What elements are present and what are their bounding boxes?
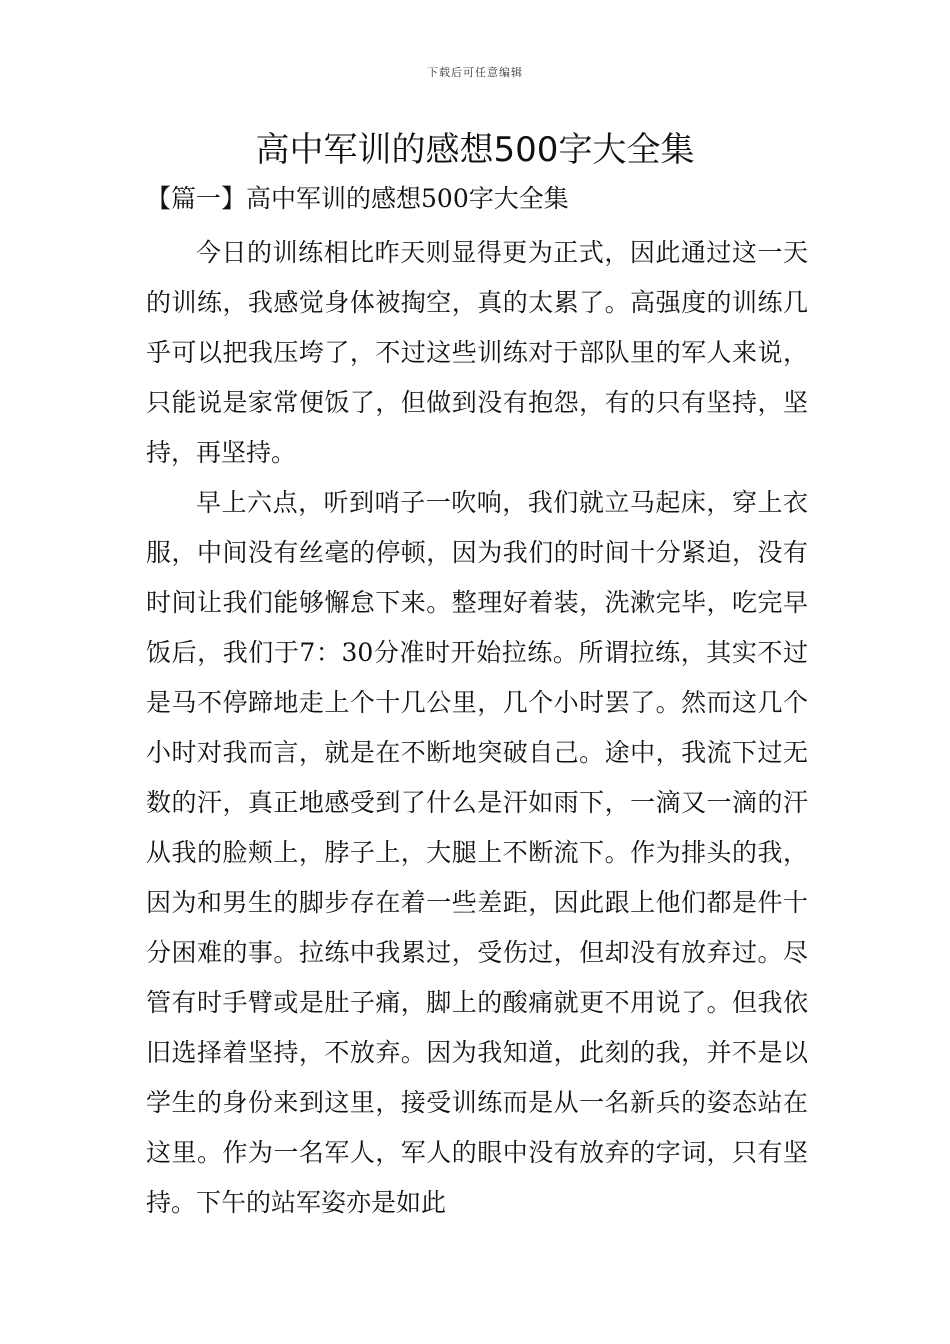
section-heading: 【篇一】高中军训的感想500字大全集 xyxy=(146,184,569,213)
document-body xyxy=(146,228,808,1228)
document-title: 高中军训的感想500字大全集 xyxy=(255,130,695,170)
page-header-note: 下载后可任意编辑 xyxy=(427,66,523,79)
paragraph-2: 早上六点，听到哨子一吹响，我们就立马起床，穿上衣服，中间没有丝毫的停顿，因为我们的时间十分紧迫，没有时间让我们能够懈怠下来。整理好着装，洗漱完毕，吃完早饭后，我们于7：30分准时开始拉练。所谓拉练，其实不过是马不停蹄地走上个十几公里，几个小时罢了。然而这几个小时对我而言，就是在不断地突破自己。途中，我流下过无数的汗，真正地感受到了什么是汗如雨下，一滴又一滴的汗从我的脸颊上，脖子上，大腿上不断流下。作为排头的我，因为和男生的脚步存在着一些差距，因此跟上他们都是件十分困难的事。拉练中我累过，受伤过，但却没有放弃过。尽管有时手臂或是肚子痛，脚上的酸痛就更不用说了。但我依旧选择着坚持，不放弃。因为我知道，此刻的我，并不是以学生的身份来到这里，接受训练而是从一名新兵的姿态站在这里。作为一名军人，军人的眼中没有放弃的字词，只有坚持。下午的站军姿亦是如此 xyxy=(146,488,808,1217)
paragraph-1: 今日的训练相比昨天则显得更为正式，因此通过这一天的训练，我感觉身体被掏空，真的太累了。高强度的训练几乎可以把我压垮了，不过这些训练对于部队里的军人来说，只能说是家常便饭了，但做到没有抱怨，有的只有坚持，坚持，再坚持。 xyxy=(146,238,808,467)
